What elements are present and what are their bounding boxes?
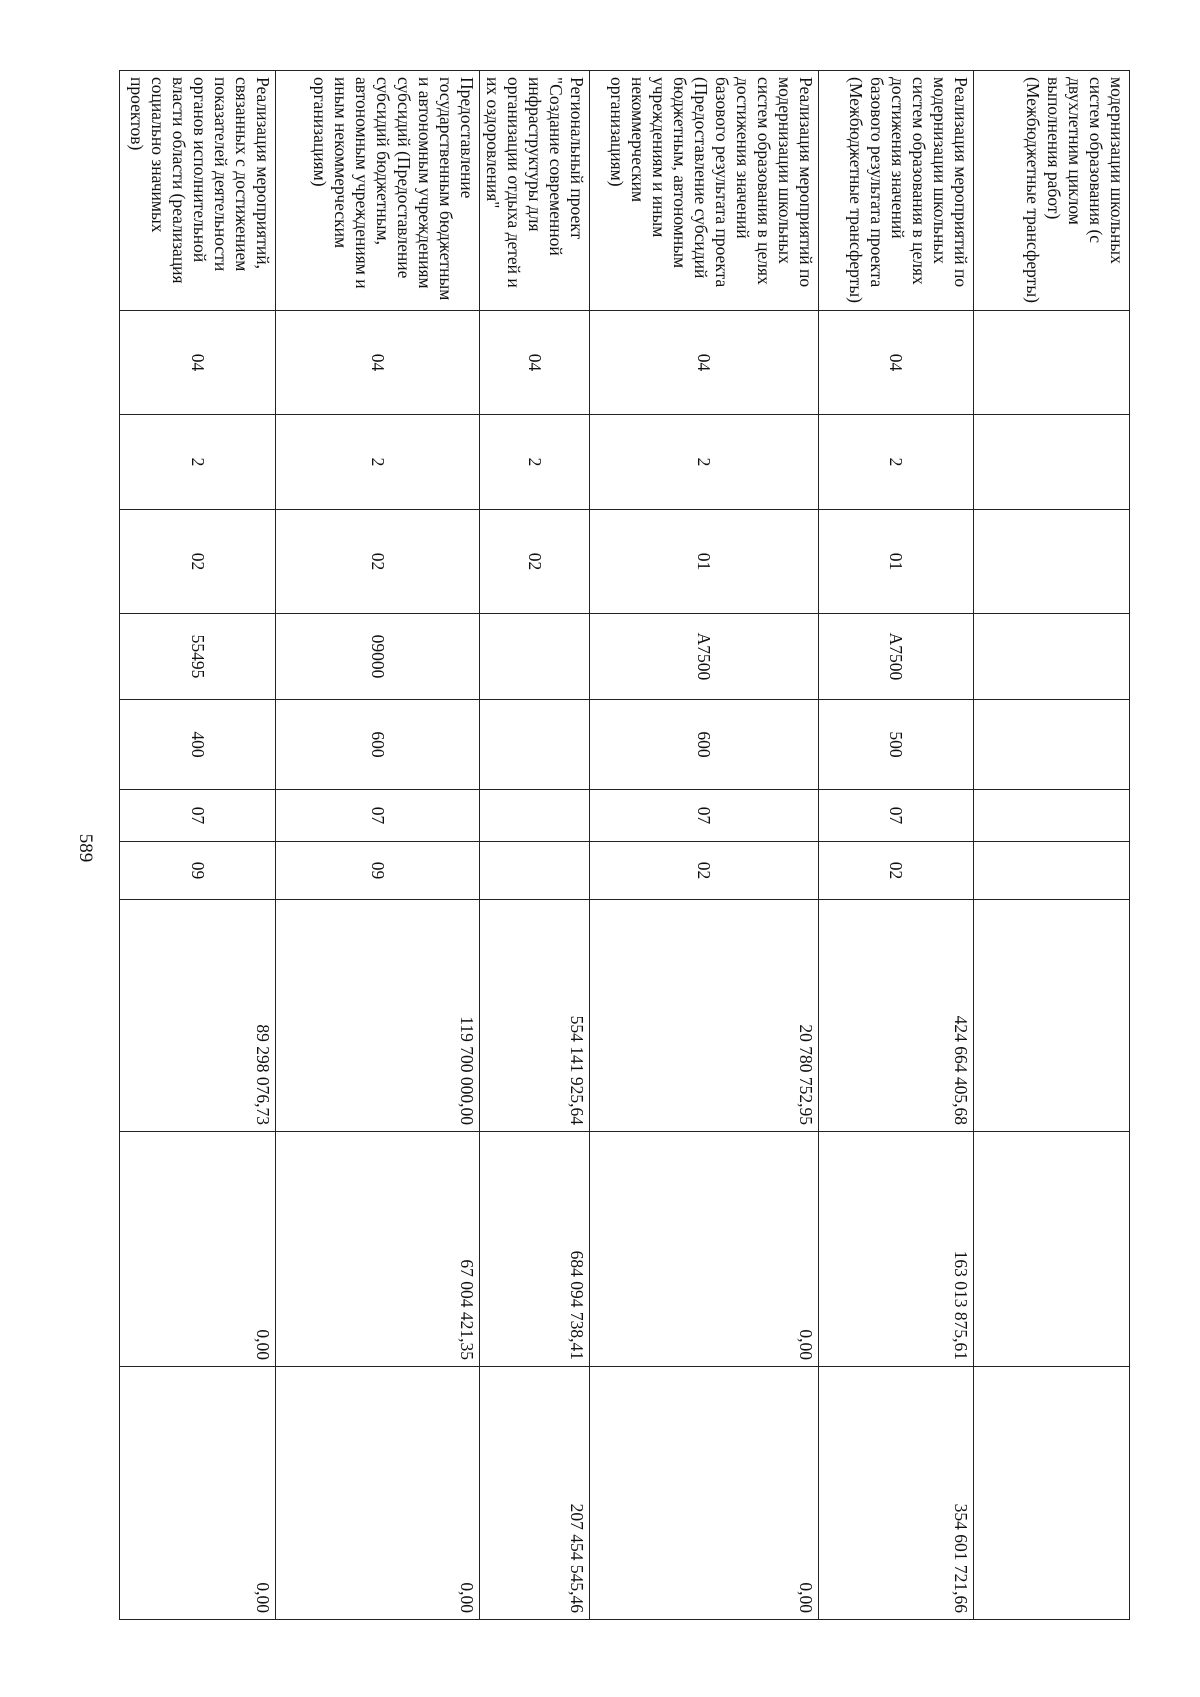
amount-cell: 0,00	[276, 1367, 480, 1620]
row-description: Предоставление государственным бюджетным и автономным учреждениям субсидий (Предоставление субсидий бюджетным, автономным учреждениям и иным некоммерческим организациям)	[276, 71, 480, 311]
code-cell: A7500	[819, 614, 974, 700]
code-cell: 04	[120, 311, 276, 415]
code-cell: 01	[590, 510, 819, 614]
amount-cell: 684 094 738,41	[480, 1132, 590, 1367]
code-cell: 2	[120, 415, 276, 510]
amount-cell	[974, 900, 1130, 1132]
row-description: модернизации школьных систем образования (с двухлетним циклом выполнения работ) (Межбюджетные трансферты)	[974, 71, 1130, 311]
code-cell: 2	[590, 415, 819, 510]
code-cell	[974, 311, 1130, 415]
table-row	[590, 71, 819, 1620]
amount-cell	[974, 1367, 1130, 1620]
code-cell: 07	[590, 790, 819, 842]
row-description: Региональный проект "Создание современной инфраструктуры для организации отдыха детей и их оздоровления"	[480, 71, 590, 311]
amount-cell: 119 700 000,00	[276, 900, 480, 1132]
page-number: 589	[75, 833, 96, 863]
table-row	[480, 71, 590, 1620]
code-cell: A7500	[590, 614, 819, 700]
amount-cell: 354 601 721,66	[819, 1367, 974, 1620]
amount-cell: 424 664 405,68	[819, 900, 974, 1132]
code-cell	[974, 510, 1130, 614]
rotated-table-wrapper	[124, 70, 1130, 1619]
code-cell	[480, 842, 590, 900]
row-description: Реализация мероприятий по модернизации школьных систем образования в целях достижения значений базового результата проекта (Предоставление субсидий бюджетным, автономным учреждениям и иным некоммерческим организациям)	[590, 71, 819, 311]
code-cell: 02	[276, 510, 480, 614]
code-cell: 2	[480, 415, 590, 510]
code-cell: 400	[120, 700, 276, 790]
rotated-table-sheet	[124, 70, 1130, 1619]
code-cell: 600	[590, 700, 819, 790]
code-cell: 500	[819, 700, 974, 790]
budget-table	[119, 70, 1130, 1620]
code-cell: 09	[120, 842, 276, 900]
code-cell	[974, 700, 1130, 790]
table-body	[120, 71, 1130, 1620]
code-cell	[974, 790, 1130, 842]
row-description: Реализация мероприятий, связанных с достижением показателей деятельности органов исполнительной власти области (реализация социально значимых проектов)	[120, 71, 276, 311]
code-cell: 55495	[120, 614, 276, 700]
code-cell: 02	[819, 842, 974, 900]
table-row	[120, 71, 276, 1620]
code-cell	[480, 790, 590, 842]
amount-cell: 0,00	[120, 1132, 276, 1367]
amount-cell: 0,00	[590, 1367, 819, 1620]
code-cell: 04	[819, 311, 974, 415]
amount-cell: 0,00	[590, 1132, 819, 1367]
code-cell	[480, 700, 590, 790]
code-cell: 600	[276, 700, 480, 790]
amount-cell: 554 141 925,64	[480, 900, 590, 1132]
table-row	[974, 71, 1130, 1620]
code-cell: 07	[819, 790, 974, 842]
code-cell: 02	[480, 510, 590, 614]
amount-cell	[974, 1132, 1130, 1367]
code-cell	[974, 842, 1130, 900]
code-cell	[480, 614, 590, 700]
amount-cell: 20 780 752,95	[590, 900, 819, 1132]
code-cell: 2	[819, 415, 974, 510]
table-row	[276, 71, 480, 1620]
code-cell: 07	[276, 790, 480, 842]
row-description: Реализация мероприятий по модернизации школьных систем образования в целях достижения значений базового результата проекта (Межбюджетные трансферты)	[819, 71, 974, 311]
amount-cell: 67 004 421,35	[276, 1132, 480, 1367]
code-cell: 07	[120, 790, 276, 842]
code-cell: 02	[120, 510, 276, 614]
code-cell: 02	[590, 842, 819, 900]
code-cell: 04	[590, 311, 819, 415]
code-cell: 04	[276, 311, 480, 415]
code-cell: 04	[480, 311, 590, 415]
code-cell: 09000	[276, 614, 480, 700]
code-cell: 01	[819, 510, 974, 614]
table-row	[819, 71, 974, 1620]
amount-cell: 207 454 545,46	[480, 1367, 590, 1620]
code-cell	[974, 415, 1130, 510]
code-cell: 09	[276, 842, 480, 900]
code-cell	[974, 614, 1130, 700]
code-cell: 2	[276, 415, 480, 510]
amount-cell: 0,00	[120, 1367, 276, 1620]
amount-cell: 163 013 875,61	[819, 1132, 974, 1367]
amount-cell: 89 298 076,73	[120, 900, 276, 1132]
